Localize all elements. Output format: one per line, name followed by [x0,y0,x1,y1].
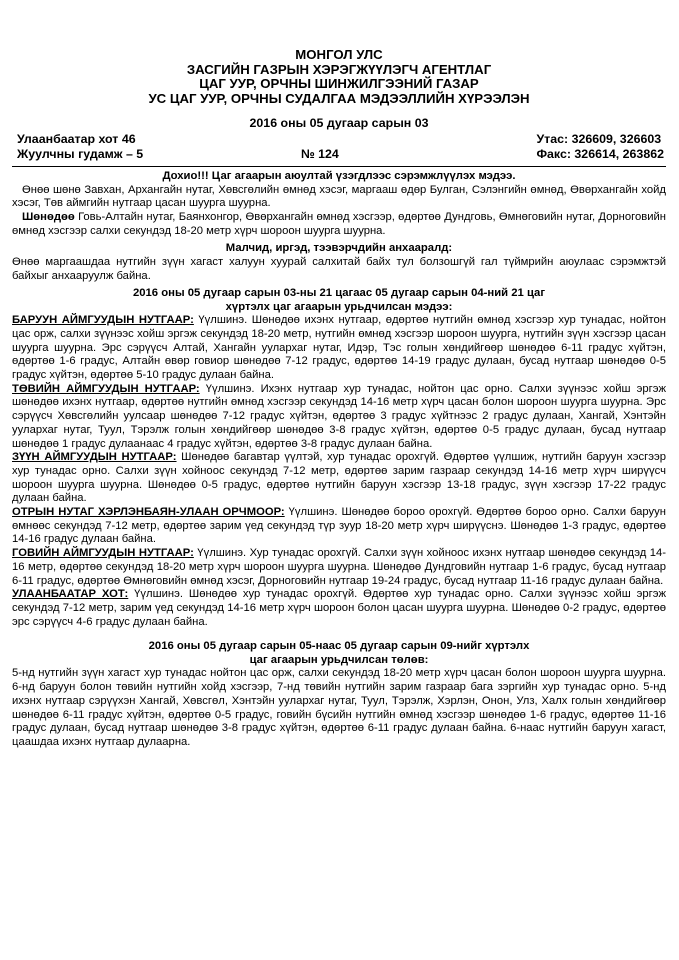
header-line-3: ЦАГ УУР, ОРЧНЫ ШИНЖИЛГЭЭНИЙ ГАЗАР [199,76,479,91]
issue-date: 2016 оны 05 дугаар сарын 03 [249,116,429,130]
warning-p2-text: Говь-Алтайн нутаг, Баянхонгор, Өвөрхангайн өмнөд хэсгээр, өдөртөө Дундговь, Өмнөговийн нутаг, Дорноговийн өмнөд хэсгээр салхи секундэд 18-20 метр хүрч шороон шуурга шуурна. [12,210,666,237]
forecast-title-line-2: хүртэлх цаг агаарын урьдчилсан мэдээ: [225,300,453,313]
region-text: Үүлшинэ. Шөнөдөө ихэнх нутгаар, өдөртөө нутгийн өмнөд хэсгээр хур тунадас, нойтон цас орж, салхи зүүнээс хойш эргэж секундэд 18-20 метр, нутгийн өмнөд хэсгээр шороон шуурга, нутгийн зүүн хэсгээр цасан шуурга шуурна. Эрс сэрүүсч Алтай, Хангайн уулархаг нутаг, Идэр, Тэс голын хөндийгөөр шөнөдөө 6-11 градус хүйтэн, өдөртөө 1-6 градус, Алтайн өвөр говиор шөнөдөө 7-12 градус, өдөртөө 14-19 градус дулаан, бусад нутгаар шөнөдөө 0-5 градус хүйтэн, өдөртөө 5-10 градус дулаан байна. [12,314,667,382]
address-right [536,132,664,162]
address-block [12,132,666,162]
region-name: ГОВИЙН АЙМГУУДЫН НУТГААР: [12,547,194,560]
outlook-title-line-1: 2016 оны 05 дугаар сарын 05-наас 05 дугаар сарын 09-нийг хүртэлх [148,640,530,653]
region-paragraph [12,383,666,452]
forecast-title-line-1: 2016 оны 05 дугаар сарын 03-ны 21 цагаас 05 дугаар сарын 04-ний 21 цаг [132,287,546,300]
header-line-2: ЗАСГИЙН ГАЗРЫН ХЭРЭГЖҮҮЛЭГЧ АГЕНТЛАГ [186,61,492,77]
region-paragraph [12,451,666,506]
region-text: Үүлшинэ. Шөнөдөө хур тунадас орохгүй. Өдөртөө хур тунадас орно. Салхи зүүнээс хойш эргэж секундэд 7-12 метр, зарим үед секундэд 14-16 метр хүрч шороон болон цасан шуурга шуурна. Шөнөдөө 0-2 градус, өдөртөө эрс сэрүүсч 4-6 градус дулаан байна. [12,588,666,628]
region-text: Шөнөдөө багавтар үүлтэй, хур тунадас орохгүй. Өдөртөө үүлшиж, нутгийн баруун хэсгээр хур тунадас орно. Салхи зүүн хойноос секундэд 7-12 метр, өдөртөө зарим газраар секундэд 14-16 метр хүрч ширүүсч шороон шуурга шуурна. Шөнөдөө 0-5 градус, өдөртөө нутгийн баруун хэсгээр 13-18 градус, зүүн хэсгээр 17-22 градус дулаан байна. [12,451,666,505]
region-name: ЗҮҮН АЙМГУУДЫН НУТГААР: [12,451,177,464]
herders-paragraph: Өнөө маргаашдаа нутгийн зүүн хагаст халуун хуурай салхитай байх тул болзошгүй гал түймрийн аюулаас сэрэмжтэй байхыг анхааруулж байна. [12,255,666,282]
forecast-title [12,287,666,314]
warning-paragraph-1: Өнөө шөнө Завхан, Архангайн нутаг, Хөвсгөлийн өмнөд хэсэг, маргааш өдөр Булган, Сэлэнгийн өмнөд, Өвөрхангайн хойд хэсэг, Төв аймгийн нутгаар цасан шуурга шуурна. [12,183,666,210]
header-line-4: УС ЦАГ УУР, ОРЧНЫ СУДАЛГАА МЭДЭЭЛЛИЙН ХҮРЭЭЛЭН [148,90,530,106]
outlook-paragraph: 5-нд нутгийн зүүн хагаст хур тунадас нойтон цас орж, салхи секундэд 18-20 метр хүрч цасан болон шороон шуурга шуурна. 6-нд баруун болон төвийн нутгийн хойд хэсгээр, 7-нд төвийн нутгийн зарим газраар бага зэргийн хур тунадас орно. 5-нд ихэнх нутгаар сэрүүхэн Хангай, Хөвсгөл, Хэнтэйн уулархаг нутаг, Туул, Тэрэлж, Хэрлэн, Онон, Улз, Халх голын хөндийгөөр шөнөдөө 6-11 градус хүйтэн, өдөртөө 0-5 градус, говийн бүсийн нутгийн өмнөд хэсгээр шөнөдөө 1-6 градус, өдөртөө 11-16 градус дулаан, бусад нутгаар шөнөдөө 3-8 градус хүйтэн, өдөртөө 6-11 градус дулаан байна. 6-наас нутгийн баруун хагаст, цаашдаа ихэнх нутгаар дулаарна. [12,667,666,748]
address-left [17,132,143,162]
bulletin-number: № 124 [300,147,339,161]
fax-numbers: Факс: 326614, 263862 [536,147,664,161]
region-name: ОТРЫН НУТАГ ХЭРЛЭНБАЯН-УЛААН ОРЧМООР: [12,506,285,519]
region-text: Үүлшинэ. Ихэнх нутгаар хур тунадас, нойтон цас орно. Салхи зүүнээс хойш эргэж шөнөдөө ихэнх нутгаар, өдөртөө нутгийн өмнөд хэсгээр секундэд 14-16 метр хүрч цасан болон шороон шуурга шуурна. Эрс сэрүүсч Хөвсгөлийн уулсаар шөнөдөө 7-12 градус хүйтэн, өдөртөө 3 градус хүйтнээс 2 градус дулаан, Хангай, Хэнтэйн уулархаг нутаг, Туул, Тэрэлж голын хөндийгөөр шөнөдөө 3-8 градус хүйтэн, өдөртөө 0-5 градус дулаан, бусад нутгаар шөнөдөө 1 градус дулаанаас 4 градус хүйтэн, өдөртөө 3-8 градус дулаан байна. [12,382,666,450]
region-name: БАРУУН АЙМГУУДЫН НУТГААР: [12,314,194,327]
outlook-title-line-2: цаг агаарын урьдчилсан төлөв: [249,653,429,666]
warning-p2-lead: Шөнөдөө [22,210,75,223]
warning-paragraph-2 [12,211,666,238]
header-line-1: МОНГОЛ УЛС [295,47,383,62]
region-name: УЛААНБААТАР ХОТ: [12,588,129,601]
region-text: Үүлшинэ. Шөнөдөө бороо орохгүй. Өдөртөө бороо орно. Салхи баруун өмнөөс секундэд 7-12 метр, өдөртөө зарим үед секундэд түр зуур 18-20 метр хүрч ширүүснэ. Шөнөдөө 1-3 градус, өдөртөө 14-16 градус дулаан байна. [12,506,666,546]
region-text: Үүлшинэ. Хур тунадас орохгүй. Салхи зүүн хойноос ихэнх нутгаар шөнөдөө секундэд 14-16 метр, өдөртөө секундэд 18-20 метр хүрч шороон шуурга шуурна. Шөнөдөө Дундговийн нутгаар 1-6 градус, бусад нутгаар 6-11 градус, өдөртөө Өмнөговийн өмнөд хэсэг, Дорноговийн нутгаар 19-24 градус, бусад нутгаар 11-16 градус дулаан байна. [12,547,667,587]
herders-title: Малчид, иргэд, тээвэрчдийн анхааралд: [225,242,453,255]
header-divider [12,166,666,167]
region-name: ТӨВИЙН АЙМГУУДЫН НУТГААР: [12,382,200,395]
region-paragraph [12,314,666,383]
region-paragraph [12,506,666,547]
outlook-title [12,640,666,667]
address-city: Улаанбаатар хот 46 [17,132,136,146]
warning-title: Дохио!!! Цаг агаарын аюултай үзэгдлээс сэрэмжлүүлэх мэдээ. [162,170,516,182]
letterhead [12,48,666,106]
address-street: Жуулчны гудамж – 5 [17,147,144,161]
phone-numbers: Утас: 326609, 326603 [536,132,662,146]
bulletin-page [12,10,666,750]
region-paragraph [12,588,666,629]
region-paragraph [12,547,666,588]
